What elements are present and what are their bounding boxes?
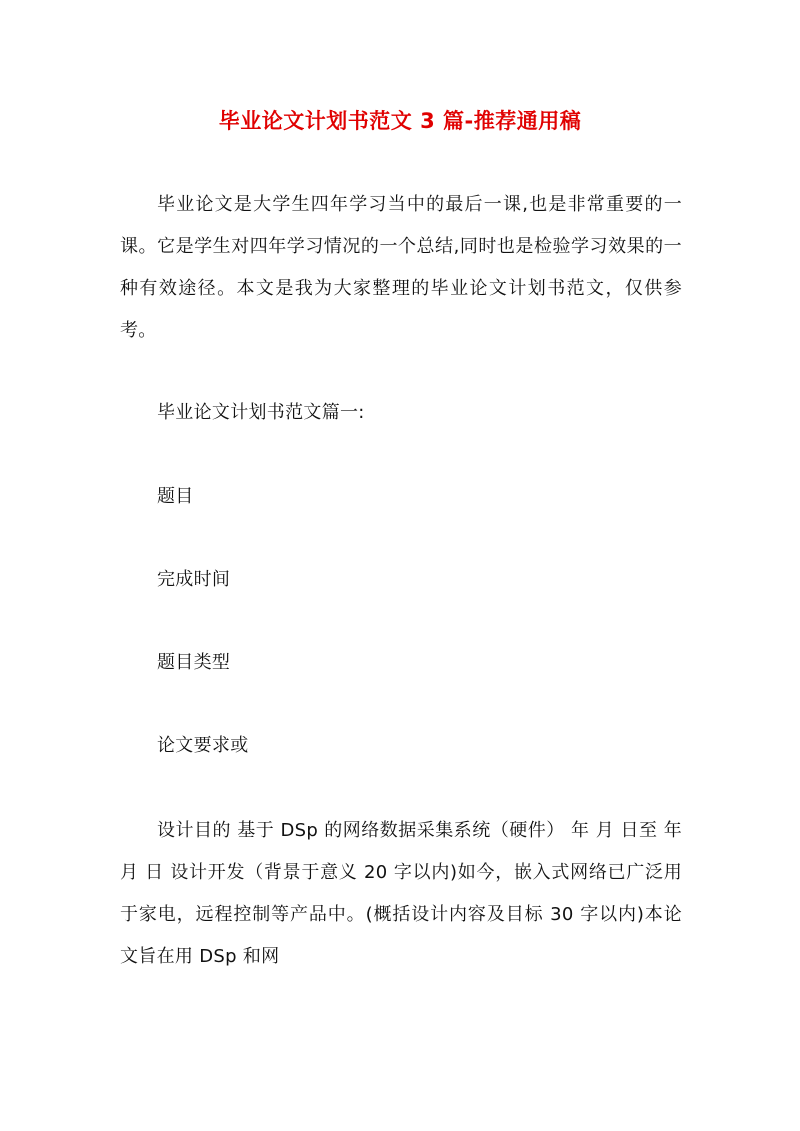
field-requirements: 论文要求或: [157, 735, 249, 756]
field-topic: 题目: [157, 486, 194, 507]
field-topic-type: 题目类型: [157, 652, 231, 673]
intro-paragraph: 毕业论文是大学生四年学习当中的最后一课,也是非常重要的一课。它是学生对四年学习情况的一个总结,同时也是检验学习效果的一种有效途径。本文是我为大家整理的毕业论文计划书范文，仅供参考。: [120, 194, 682, 341]
section-heading: 毕业论文计划书范文篇一:: [157, 402, 365, 423]
document-title: 毕业论文计划书范文 3 篇-推荐通用稿: [218, 109, 582, 133]
field-completion-time: 完成时间: [157, 569, 231, 590]
design-paragraph: 设计目的 基于 DSp 的网络数据采集系统（硬件） 年 月 日至 年 月 日 设计开发（背景于意义 20 字以内)如今，嵌入式网络已广泛用于家电，远程控制等产品中。(概括设计内容及目标 30 字以内)本论文旨在用 DSp 和网: [120, 820, 682, 967]
